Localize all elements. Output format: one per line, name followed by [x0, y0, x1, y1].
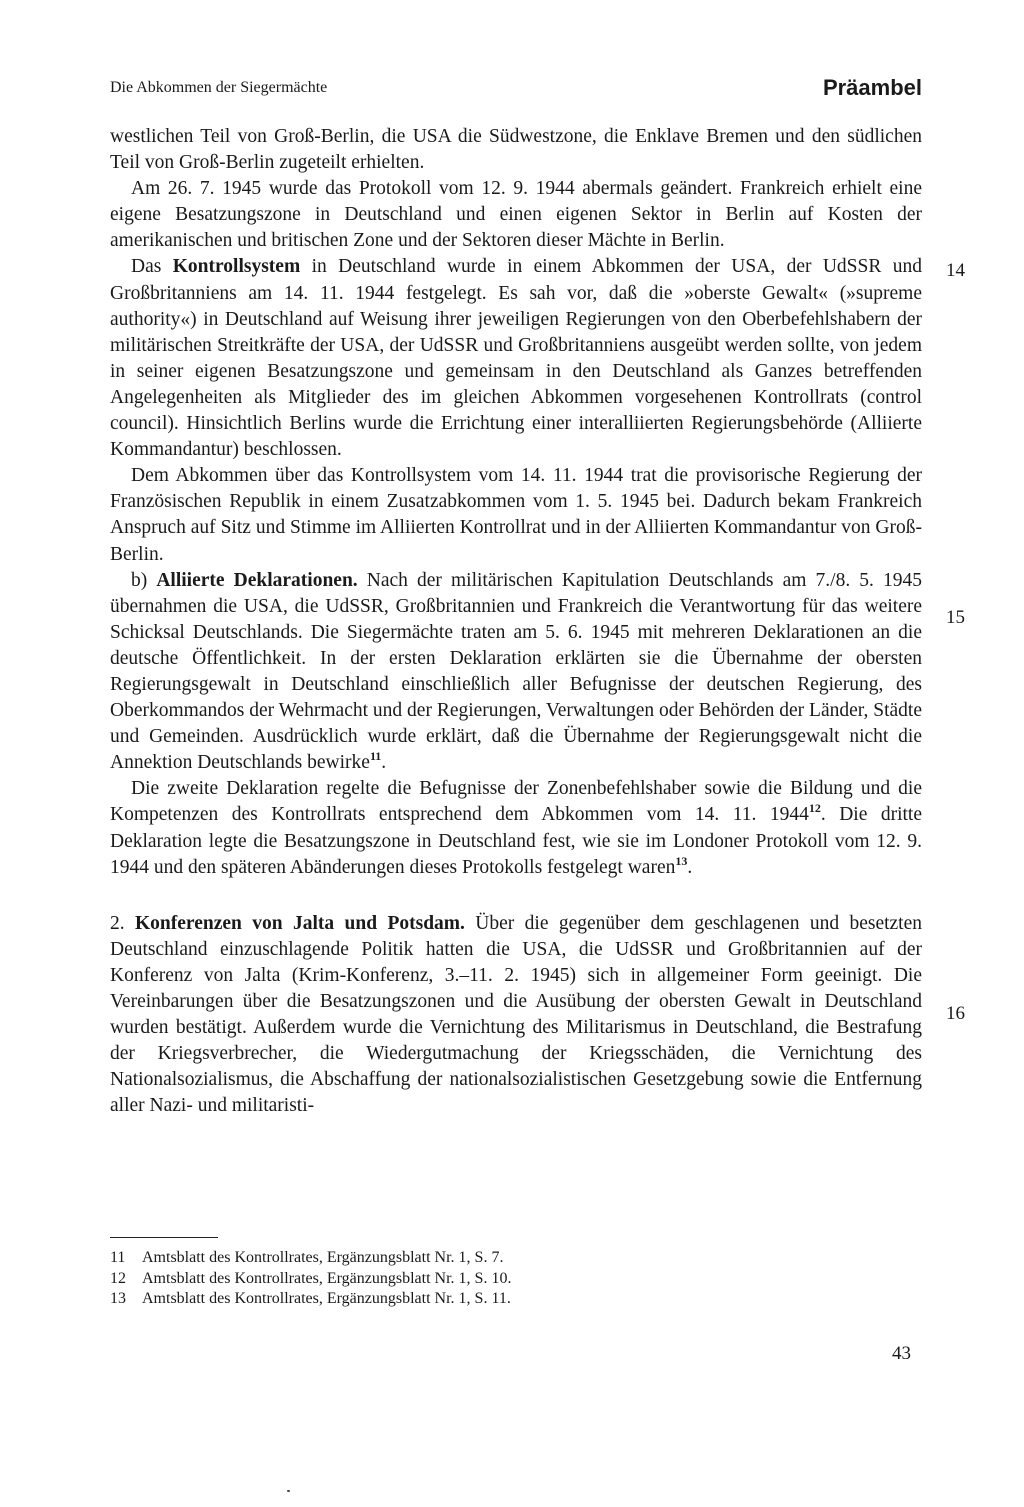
paragraph-3-text: in Deutschland wurde in einem Abkommen der USA, der UdSSR und Großbritanniens am 14. 11. 1944 festgelegt. Es sah vor, daß die »oberste Gewalt« (»supreme authority«) in Deutschland auf Weisung ihrer jeweiligen Regierungen von den Oberbefehlshabern der militärischen Streitkräfte der USA, der UdSSR und Großbritanniens ausgeübt werden sollte, von jedem in seiner eigenen Besatzungszone und gemeinsam in den Deutschland als Ganzes betreffenden Angelegenheiten als Mitglieder des im gleichen Abkommen vorgesehenen Kontrollrats (control council). Hinsichtlich Berlins wurde die Errichtung einer interalliierten Regierungsbehörde (Alliierte Kommandantur) beschlossen.: [110, 256, 923, 461]
paragraph-5-lead: b): [131, 569, 157, 591]
margin-number-16: 16: [946, 1003, 965, 1024]
footnote-number: 11: [110, 1249, 126, 1266]
running-header: Die Abkommen der Siegermächte: [110, 79, 328, 96]
footnote-text: Amtsblatt des Kontrollrates, Ergänzungsblatt Nr. 1, S. 11.: [142, 1290, 511, 1307]
margin-number-15: 15: [946, 607, 965, 628]
body-text: [110, 124, 922, 1119]
paragraph-6-text-a: Die zweite Deklaration regelte die Befugnisse der Zonenbefehlshaber sowie die Bildung und die Kompetenzen des Kontrollrats entsprechend dem Abkommen vom 14. 11. 1944: [110, 778, 922, 826]
footnote-text: Amtsblatt des Kontrollrates, Ergänzungsblatt Nr. 1, S. 10.: [142, 1269, 512, 1287]
paragraph-5-end: .: [381, 752, 387, 774]
paragraph-6-text-b: . Die dritte Deklaration legte die Besatzungszone in Deutschland fest, wie sie im Londoner Protokoll vom 12. 9. 1944 und den späteren Abänderungen dieses Protokolls festgelegt waren: [110, 804, 922, 878]
paragraph-6-end: .: [687, 856, 693, 878]
footnote-divider: [110, 1237, 218, 1238]
paragraph-7-text: Über die gegenüber dem geschlagenen und besetzten Deutschland einzuschlagende Politik hatten die USA, die UdSSR und Großbritannien auf der Konferenz von Jalta (Krim-Konferenz, 3.–11. 2. 1945) sich in allgemeiner Form geeinigt. Die Vereinbarungen über die Besatzungszonen und die Ausübung der obersten Gewalt in Deutschland wurden bestätigt. Außerdem wurde die Vernichtung des Militarismus in Deutschland, die Bestrafung der Kriegsverbrecher, die Wiedergutmachung der Kriegsschäden, die Vernichtung des Nationalsozialismus, die Abschaffung der nationalsozialistischen Gesetzgebung sowie die Entfernung aller Nazi- und militaristi-: [110, 912, 923, 1117]
footnote-ref-12[interactable]: 12: [808, 801, 821, 816]
paragraph-5: [110, 568, 922, 777]
section-title: Präambel: [822, 75, 922, 100]
paragraph-7-heading: Konferenzen von Jalta und Potsdam.: [135, 912, 465, 934]
paragraph-7: [110, 911, 922, 1120]
paragraph-3: [110, 254, 922, 463]
footnotes: [110, 1248, 810, 1310]
page-number: 43: [892, 1343, 911, 1364]
footnote-ref-13[interactable]: 13: [675, 853, 688, 868]
paragraph-5-text: Nach der militärischen Kapitulation Deutschlands am 7./8. 5. 1945 übernahmen die USA, die UdSSR, Großbritannien und Frankreich die Verantwortung für das weitere Schicksal Deutschlands. Die Siegermächte traten am 5. 6. 1945 mit mehreren Deklarationen an die deutsche Öffentlichkeit. In der ersten Deklaration erklärten sie die Übernahme der obersten Regierungsgewalt in Deutschland einschließlich aller Befugnisse der deutschen Regierung, des Oberkommandos der Wehrmacht und der Regierungen, Verwaltungen oder Behörden der Länder, Städte und Gemeinden. Ausdrücklich wurde erklärt, daß die Übernahme der Regierungsgewalt nicht die Annektion Deutschlands bewirke: [110, 569, 922, 774]
paragraph-2: Am 26. 7. 1945 wurde das Protokoll vom 12. 9. 1944 abermals geändert. Frankreich erhielt eine eigene Besatzungszone in Deutschland und einen eigenen Sektor in Berlin auf Kosten der amerikanischen und britischen Zone und der Sektoren dieser Mächte in Berlin.: [110, 178, 922, 252]
footnote-number: 12: [110, 1269, 126, 1287]
footnote-number: 13: [110, 1290, 126, 1307]
margin-number-14: 14: [946, 260, 965, 281]
scan-speck: [287, 1490, 290, 1492]
paragraph-5-heading: Alliierte Deklarationen.: [156, 569, 358, 591]
footnote-12: [110, 1269, 810, 1290]
paragraph-1: westlichen Teil von Groß-Berlin, die USA die Südwestzone, die Enklave Bremen und den südlichen Teil von Groß-Berlin zugeteilt erhielten.: [110, 126, 922, 174]
paragraph-7-lead: 2.: [110, 912, 136, 934]
paragraph-3-heading: Kontrollsystem: [172, 256, 301, 278]
footnote-text: Amtsblatt des Kontrollrates, Ergänzungsblatt Nr. 1, S. 7.: [142, 1249, 504, 1266]
footnote-ref-11[interactable]: 11: [369, 749, 382, 764]
footnote-11: [110, 1248, 810, 1269]
footnote-13: [110, 1289, 810, 1310]
paragraph-3-lead: Das: [131, 256, 173, 278]
paragraph-4: Dem Abkommen über das Kontrollsystem vom 14. 11. 1944 trat die provisorische Regierung der Französischen Republik in einem Zusatzabkommen vom 1. 5. 1945 bei. Dadurch bekam Frankreich Anspruch auf Sitz und Stimme im Alliierten Kontrollrat und in der Alliierten Kommandantur von Groß-Berlin.: [110, 465, 922, 565]
paragraph-6: [110, 776, 922, 880]
